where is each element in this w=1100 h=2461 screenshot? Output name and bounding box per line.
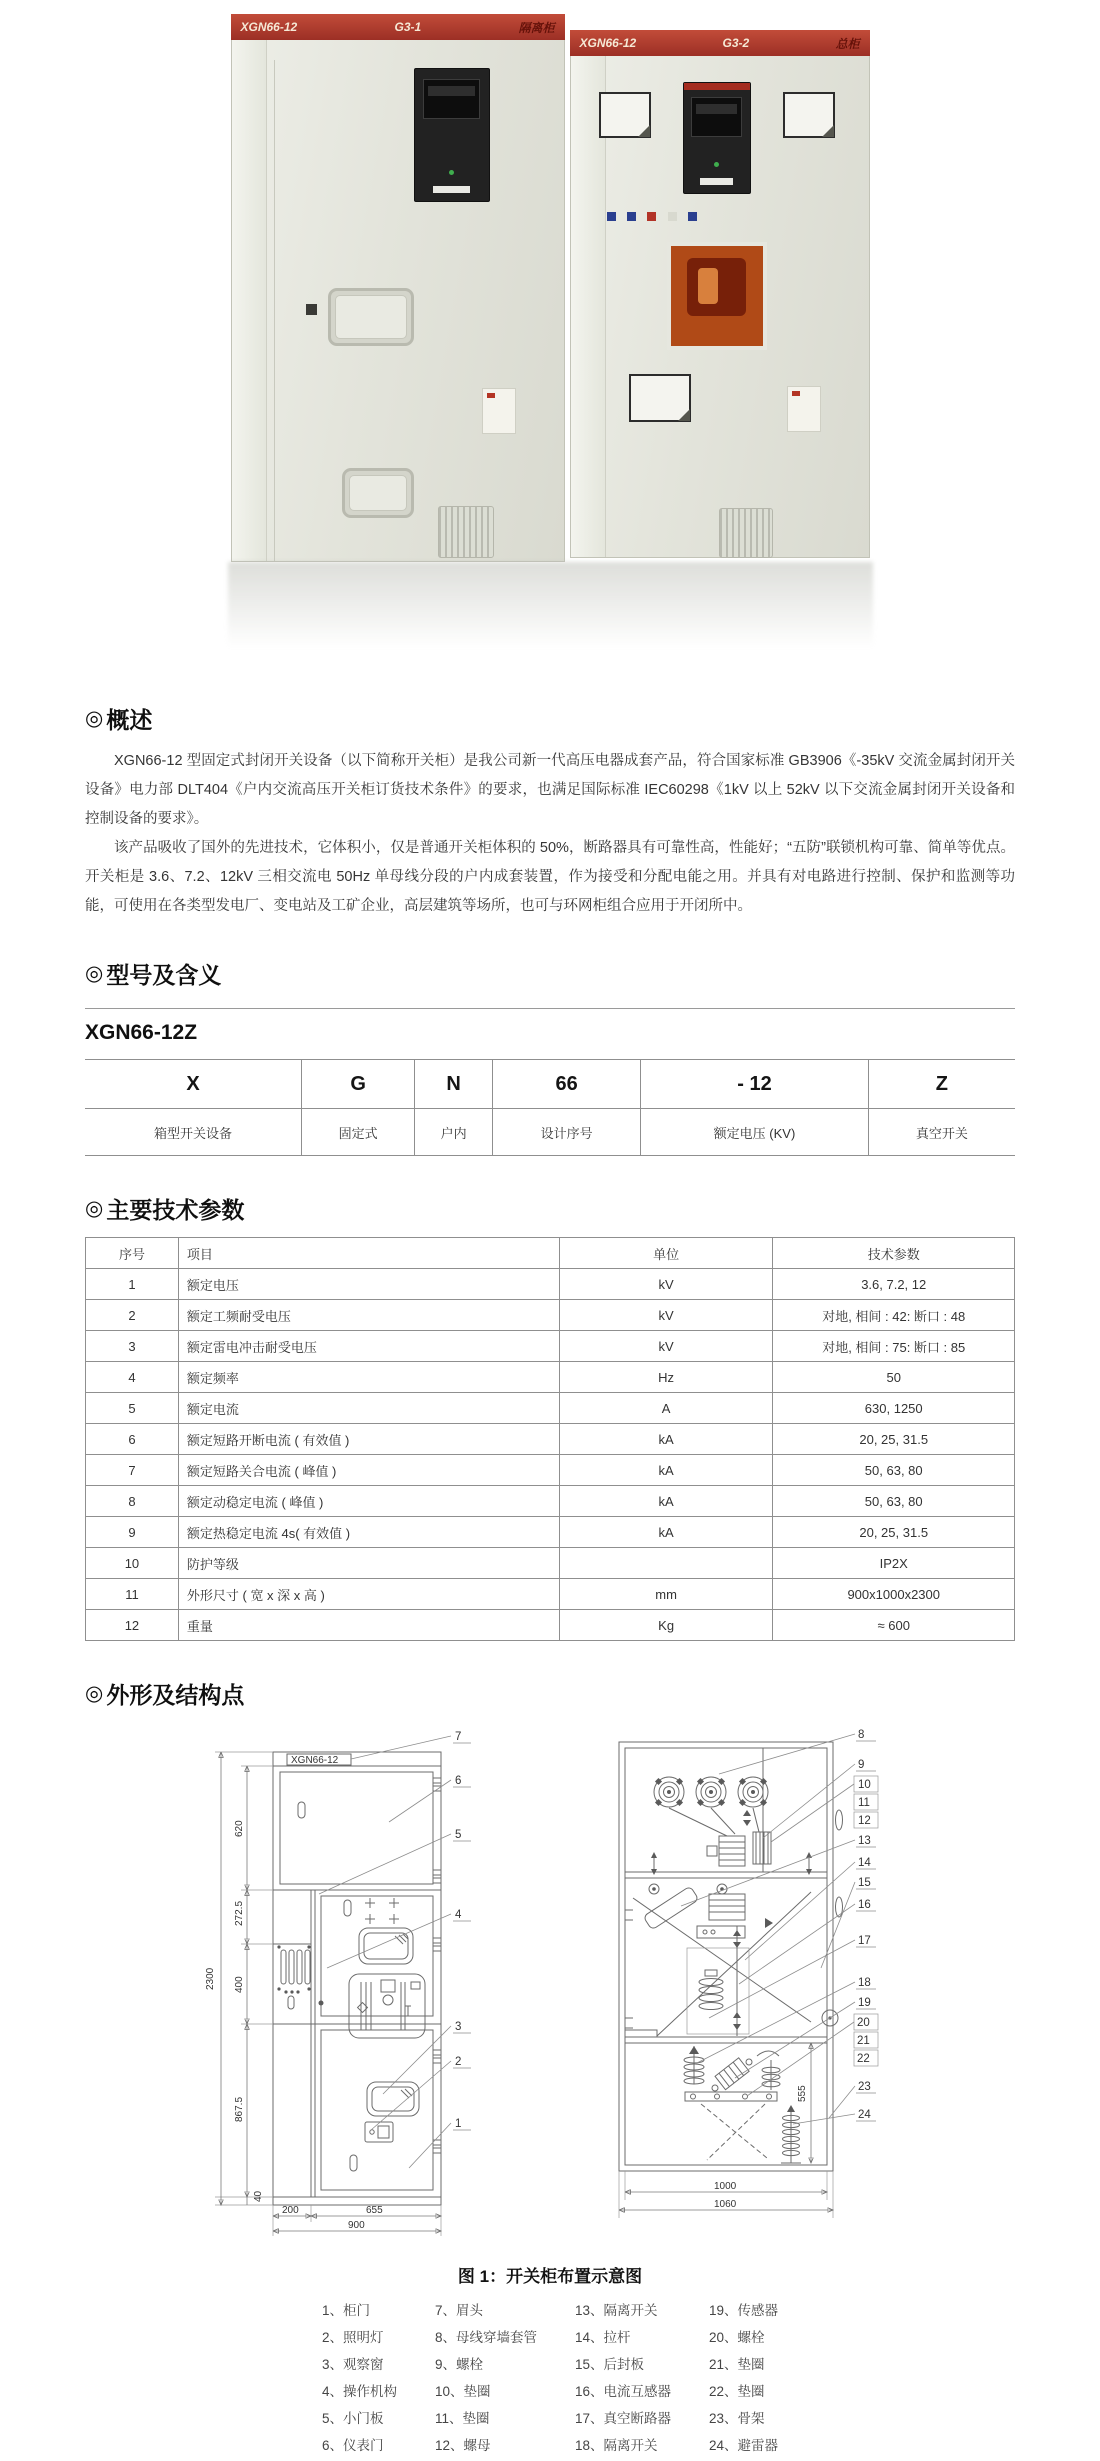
cell-no: 12 [86,1610,179,1641]
cell-item: 额定频率 [178,1362,559,1393]
cabinet-model-label: XGN66-12 [240,20,298,34]
svg-text:6: 6 [455,1775,462,1787]
cell-item: 额定电压 [178,1269,559,1300]
table-row [86,1424,1015,1455]
legend-item: 18、隔离开关 [574,2438,658,2453]
table-row [86,1269,1015,1300]
cell-value: 20, 25, 31.5 [773,1517,1015,1548]
header-cell: 技术参数 [773,1238,1015,1269]
svg-text:7: 7 [455,1731,462,1743]
cabinet-name-label: 隔离柜 [518,20,555,35]
floor-reflection [228,562,873,648]
svg-text:620: 620 [234,1820,245,1837]
section-marker-icon: ◎ [85,1682,104,1705]
analog-meter-left [599,92,651,138]
svg-text:3: 3 [455,2021,462,2033]
table-row [86,1579,1015,1610]
model-code-cell: N [415,1060,493,1109]
cell-no: 6 [86,1424,179,1455]
cell-item: 额定雷电冲击耐受电压 [178,1331,559,1362]
tech-params-heading [85,1192,1015,1225]
legend-item: 23、骨架 [709,2411,765,2426]
structure-section [85,1677,1015,2461]
svg-text:20: 20 [857,2017,870,2029]
table-row [85,1060,1015,1109]
legend-item: 8、母线穿墙套管 [434,2330,537,2345]
legend-item: 21、垫圈 [709,2357,765,2372]
legend-item: 5、小门板 [321,2411,384,2426]
model-meaning-table [85,1059,1015,1156]
header-cell: 序号 [86,1238,179,1269]
svg-text:24: 24 [858,2109,871,2121]
indicator-red [647,212,656,221]
cell-no: 7 [86,1455,179,1486]
cell-item: 额定电流 [178,1393,559,1424]
cell-item: 额定工频耐受电压 [178,1300,559,1331]
page-content [0,702,1100,2461]
cabinet-panel-number: G3-1 [394,20,422,34]
svg-text:1060: 1060 [714,2199,737,2210]
table-header-row [86,1238,1015,1269]
cell-unit [559,1548,773,1579]
multifunction-meter [683,82,751,194]
legend-item: 14、拉杆 [574,2330,631,2345]
svg-text:8: 8 [858,1729,865,1741]
svg-text:555: 555 [797,2085,808,2102]
svg-text:17: 17 [858,1935,871,1947]
relay-display [423,79,479,119]
cell-value: ≈ 600 [773,1610,1015,1641]
legend-item: 12、螺母 [434,2438,491,2453]
svg-text:2: 2 [455,2056,462,2068]
table-row [86,1610,1015,1641]
cell-value: 50 [773,1362,1015,1393]
legend-item: 9、螺栓 [434,2357,483,2372]
table-row [86,1300,1015,1331]
svg-text:13: 13 [858,1835,871,1847]
cell-unit: A [559,1393,773,1424]
cell-unit: Hz [559,1362,773,1393]
section-marker-icon: ◎ [85,1197,104,1220]
legend-item: 3、观察窗 [321,2357,384,2372]
legend-item: 11、垫圈 [434,2411,490,2426]
structure-heading [85,1677,1015,1710]
legend-item: 15、后封板 [574,2357,645,2372]
header-cell: 单位 [559,1238,773,1269]
model-meaning-cell: 真空开关 [868,1109,1015,1156]
breaker-compartment [633,1884,811,2036]
svg-text:22: 22 [857,2053,870,2065]
table-row [86,1331,1015,1362]
legend-item: 13、隔离开关 [574,2303,658,2318]
indicator-blue [688,212,697,221]
table-row [85,1109,1015,1156]
svg-text:9: 9 [858,1759,865,1771]
legend-item: 24、避雷器 [709,2438,779,2453]
figure-1 [85,1722,1015,2242]
svg-text:18: 18 [858,1977,871,1989]
table-row [86,1393,1015,1424]
model-meaning-cell: 固定式 [302,1109,415,1156]
cell-no: 9 [86,1517,179,1548]
svg-text:10: 10 [858,1779,871,1791]
cell-unit: kA [559,1424,773,1455]
legend-item: 6、仪表门 [321,2438,384,2453]
legend-item: 1、柜门 [321,2303,370,2318]
model-code-cell: G [302,1060,415,1109]
svg-text:15: 15 [858,1877,871,1889]
front-view-diagram [201,1722,501,2242]
cable-compartment [684,2046,801,2163]
model-meaning-heading-text: 型号及含义 [106,962,222,988]
legend-item: 17、真空断路器 [574,2411,672,2426]
lower-meter-window [629,374,691,422]
front-cabinet-features [277,1802,425,2171]
model-meaning-cell: 额定电压 (KV) [641,1109,869,1156]
cell-no: 1 [86,1269,179,1300]
cell-unit: kV [559,1300,773,1331]
indicator-white [668,212,677,221]
svg-text:200: 200 [282,2205,299,2216]
cell-no: 5 [86,1393,179,1424]
svg-text:867.5: 867.5 [234,2096,245,2122]
cell-value: 50, 63, 80 [773,1455,1015,1486]
cell-value: 900x1000x2300 [773,1579,1015,1610]
meter-led [714,162,719,167]
overview-heading [85,702,1015,735]
cell-no: 11 [86,1579,179,1610]
rating-label [787,386,821,432]
section-marker-icon: ◎ [85,962,104,985]
indicator-blue [627,212,636,221]
cell-unit: kV [559,1269,773,1300]
divider [85,1008,1015,1009]
cell-unit: mm [559,1579,773,1610]
svg-text:272.5: 272.5 [234,1900,245,1926]
analog-meter-right [783,92,835,138]
cell-item: 额定动稳定电流 ( 峰值 ) [178,1486,559,1517]
cell-value: 20, 25, 31.5 [773,1424,1015,1455]
cell-value: 3.6, 7.2, 12 [773,1269,1015,1300]
model-meaning-cell: 箱型开关设备 [85,1109,302,1156]
product-photo [0,0,1100,666]
tech-params-section [85,1192,1015,1641]
svg-text:11: 11 [858,1797,870,1809]
relay-led [449,170,454,175]
svg-text:19: 19 [858,1997,871,2009]
svg-text:12: 12 [858,1815,871,1827]
legend-item: 20、螺栓 [709,2330,765,2345]
cabinet-name-label: 总柜 [835,36,860,51]
cabinet-left-nameplate [231,14,565,40]
observation-window [328,288,414,346]
cabinet-left-body [231,40,565,562]
table-row [86,1455,1015,1486]
legend-item: 10、垫圈 [434,2384,491,2399]
svg-text:40: 40 [253,2190,264,2202]
model-code-cell: - 12 [641,1060,869,1109]
indicator-lamps [607,208,705,226]
table-row [86,1362,1015,1393]
cell-item: 重量 [178,1610,559,1641]
svg-text:1: 1 [455,2118,462,2130]
cabinet-panel-number: G3-2 [722,36,750,50]
table-row [86,1517,1015,1548]
cell-value: 对地, 相间 : 75: 断口 : 85 [773,1331,1015,1362]
protection-relay-panel [414,68,490,202]
cell-value: IP2X [773,1548,1015,1579]
meter-red-strip [684,83,750,90]
cell-unit: kA [559,1517,773,1548]
legend-item: 19、传感器 [709,2303,779,2318]
figure-caption: 图 1：开关柜布置示意图 [457,2267,643,2286]
svg-text:23: 23 [858,2081,871,2093]
cell-no: 3 [86,1331,179,1362]
vent-grille [719,508,773,558]
cell-unit: kA [559,1486,773,1517]
insulation-viewing-window [667,242,767,350]
front-view-dimensions [205,1752,441,2236]
cabinet-model-label: XGN66-12 [579,36,637,50]
cell-item: 额定热稳定电流 4s( 有效值 ) [178,1517,559,1548]
model-code-cell: X [186,1072,200,1095]
cell-item: 外形尺寸 ( 宽 x 深 x 高 ) [178,1579,559,1610]
relay-slot [433,186,470,193]
model-meaning-cell: 户内 [415,1109,493,1156]
meter-display [691,97,741,137]
section-marker-icon: ◎ [85,707,104,730]
structure-heading-text: 外形及结构点 [106,1682,245,1708]
svg-text:2300: 2300 [205,1967,216,1990]
cabinet-left [231,14,565,562]
legend-item: 7、眉头 [434,2303,483,2318]
overview-section [85,702,1015,921]
cell-item: 额定短路开断电流 ( 有效值 ) [178,1424,559,1455]
rating-label [482,388,516,434]
svg-text:14: 14 [858,1857,871,1869]
model-meaning-cell: 设计序号 [493,1109,641,1156]
model-meaning-heading [85,957,1015,990]
svg-text:655: 655 [366,2205,383,2216]
model-code-cell: 66 [493,1060,641,1109]
door-button [306,304,317,315]
cabinet-photo-group [0,14,1100,562]
legend-item: 4、操作机构 [321,2384,397,2399]
cell-item: 防护等级 [178,1548,559,1579]
cell-value: 50, 63, 80 [773,1486,1015,1517]
figure-legend [322,2299,778,2461]
busbar-bushings [651,1777,812,1875]
cell-item: 额定短路关合电流 ( 峰值 ) [178,1455,559,1486]
side-section-diagram [559,1722,899,2242]
cell-value: 630, 1250 [773,1393,1015,1424]
meter-slot [700,178,733,185]
lower-window [342,468,414,518]
side-frame [619,1742,843,2171]
legend-item: 16、电流互感器 [574,2384,672,2399]
svg-text:900: 900 [348,2220,365,2231]
header-cell: 项目 [178,1238,559,1269]
cell-no: 4 [86,1362,179,1393]
svg-text:21: 21 [857,2035,870,2047]
transformer-highlight [698,268,718,304]
cell-unit: kV [559,1331,773,1362]
table-row [86,1486,1015,1517]
svg-text:4: 4 [455,1909,462,1921]
cell-unit: Kg [559,1610,773,1641]
model-meaning-section [85,957,1015,1156]
overview-paragraph: XGN66-12 型固定式封闭开关设备（以下简称开关柜）是我公司新一代高压电器成套产品，符合国家标准 GB3906《-35kV 交流金属封闭开关设备》电力部 DLT404《户内交流高压开关柜订货技术条件》的要求，也满足国际标准 IEC60298《1kV 以上 52kV 以下交流金属封闭开关设备和控制设备的要求》。 [85,753,1015,827]
cell-value: 对地, 相间 : 42: 断口 : 48 [773,1300,1015,1331]
cell-no: 2 [86,1300,179,1331]
cabinet-right-nameplate [570,30,870,56]
model-code: XGN66-12Z [85,1021,198,1044]
legend-item: 2、照明灯 [321,2330,384,2345]
overview-heading-text: 概述 [106,707,153,733]
svg-text:16: 16 [858,1899,871,1911]
tech-params-table [85,1237,1015,1641]
svg-text:1000: 1000 [714,2181,737,2192]
svg-text:5: 5 [455,1829,462,1841]
tech-params-heading-text: 主要技术参数 [106,1197,245,1223]
table-row [86,1548,1015,1579]
svg-text:400: 400 [234,1976,245,1993]
cell-no: 8 [86,1486,179,1517]
side-view-dimensions [619,2043,833,2218]
indicator-blue [607,212,616,221]
model-code-cell: Z [868,1060,1015,1109]
front-cabinet-outline [273,1752,441,2205]
vent-grille [438,506,494,558]
cabinet-right-body [570,56,870,558]
front-view-model-label: XGN66-12 [291,1755,339,1766]
door-seam [274,60,275,561]
front-view-callouts [319,1731,471,2168]
cabinet-right [570,30,870,558]
cell-no: 10 [86,1548,179,1579]
overview-paragraph: 该产品吸收了国外的先进技术，它体积小，仅是普通开关柜体积的 50%，断路器具有可靠性高，性能好；“五防”联锁机构可靠、简单等优点。开关柜是 3.6、7.2、12kV 三相交流电 50Hz 单母线分段的户内成套装置，作为接受和分配电能之用。并具有对电路进行控制、保护和监测等功能，可使用在各类型发电厂、变电站及工矿企业，高层建筑等场所，也可与环网柜组合应用于开闭所中。 [85,840,1015,914]
legend-item: 22、垫圈 [709,2384,765,2399]
cell-unit: kA [559,1455,773,1486]
